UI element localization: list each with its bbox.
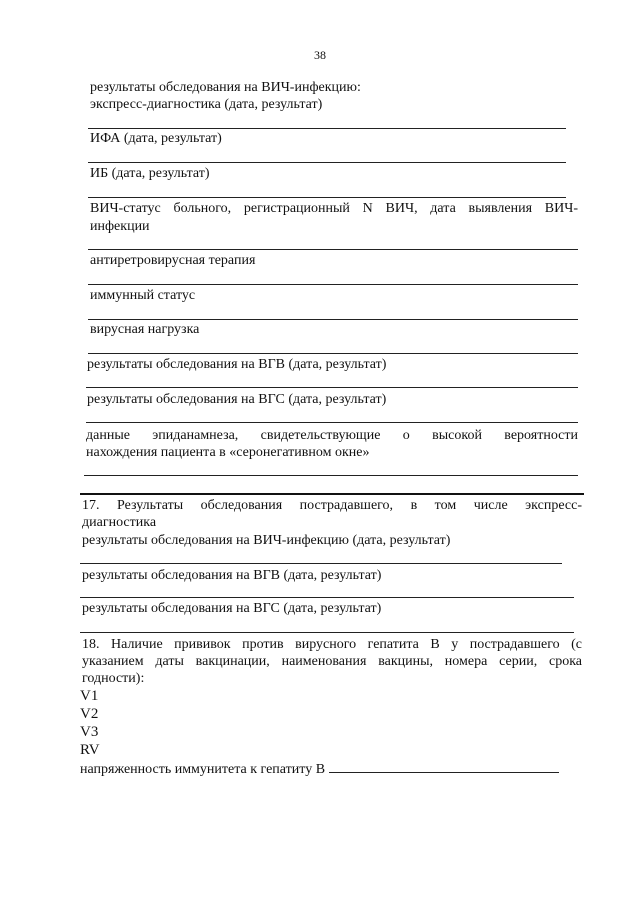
arv-therapy-line[interactable]	[88, 284, 578, 285]
ib-label: ИБ (дата, результат)	[90, 166, 210, 181]
s17-hiv-line[interactable]	[80, 563, 562, 564]
s17-hcv-line[interactable]	[80, 632, 574, 633]
s17-hbv-line[interactable]	[80, 597, 574, 598]
epid-label-line2: нахождения пациента в «серонегативном окне»	[86, 445, 370, 460]
hiv-status-line[interactable]	[88, 249, 578, 250]
v2-label: V2	[80, 706, 99, 722]
rv-label: RV	[80, 742, 100, 758]
s17-hiv-label: результаты обследования на ВИЧ-инфекцию (дата, результат)	[82, 533, 451, 548]
v3-label: V3	[80, 724, 99, 740]
immune-status-line[interactable]	[88, 319, 578, 320]
section-18-title-line1: 18. Наличие прививок против вирусного гепатита В у пострадавшего (с	[82, 637, 582, 652]
hiv-status-label-line1: ВИЧ-статус больного, регистрационный N ВИЧ, дата выявления ВИЧ-	[90, 201, 578, 216]
hbv-results-label: результаты обследования на ВГВ (дата, результат)	[87, 357, 387, 372]
immune-status-label: иммунный статус	[90, 288, 196, 303]
viral-load-label: вирусная нагрузка	[90, 322, 200, 337]
immunity-row	[80, 760, 559, 778]
arv-therapy-label: антиретровирусная терапия	[90, 253, 256, 268]
s17-hcv-label: результаты обследования на ВГС (дата, результат)	[82, 601, 382, 616]
epid-label-line1: данные эпиданамнеза, свидетельствующие о высокой вероятности	[86, 428, 578, 443]
section-18-title-line3: годности):	[82, 671, 145, 686]
express-diagnostics-label: экспресс-диагностика (дата, результат)	[90, 97, 323, 112]
hbv-results-line[interactable]	[86, 387, 578, 388]
s17-hbv-label: результаты обследования на ВГВ (дата, результат)	[82, 568, 382, 583]
section-17-title-line1: 17. Результаты обследования пострадавшего, в том числе экспресс-	[82, 498, 582, 513]
section-18-title-line2: указанием даты вакцинации, наименования вакцины, номера серии, срока	[82, 654, 582, 669]
viral-load-line[interactable]	[88, 353, 578, 354]
hiv-status-label-line2: инфекции	[90, 219, 150, 234]
ib-line[interactable]	[88, 197, 566, 198]
ifa-label: ИФА (дата, результат)	[90, 131, 222, 146]
section-divider	[80, 493, 584, 495]
epid-line[interactable]	[84, 475, 578, 476]
v1-label: V1	[80, 688, 99, 704]
hcv-results-line[interactable]	[86, 422, 578, 423]
express-diagnostics-line[interactable]	[88, 128, 566, 129]
page-number: 38	[314, 48, 326, 62]
section-17-title-line2: диагностика	[82, 515, 157, 530]
hiv-results-title: результаты обследования на ВИЧ-инфекцию:	[90, 80, 361, 95]
ifa-line[interactable]	[88, 162, 566, 163]
hcv-results-label: результаты обследования на ВГС (дата, результат)	[87, 392, 387, 407]
immunity-line[interactable]	[329, 760, 559, 773]
immunity-label: напряженность иммунитета к гепатиту В	[80, 762, 326, 777]
